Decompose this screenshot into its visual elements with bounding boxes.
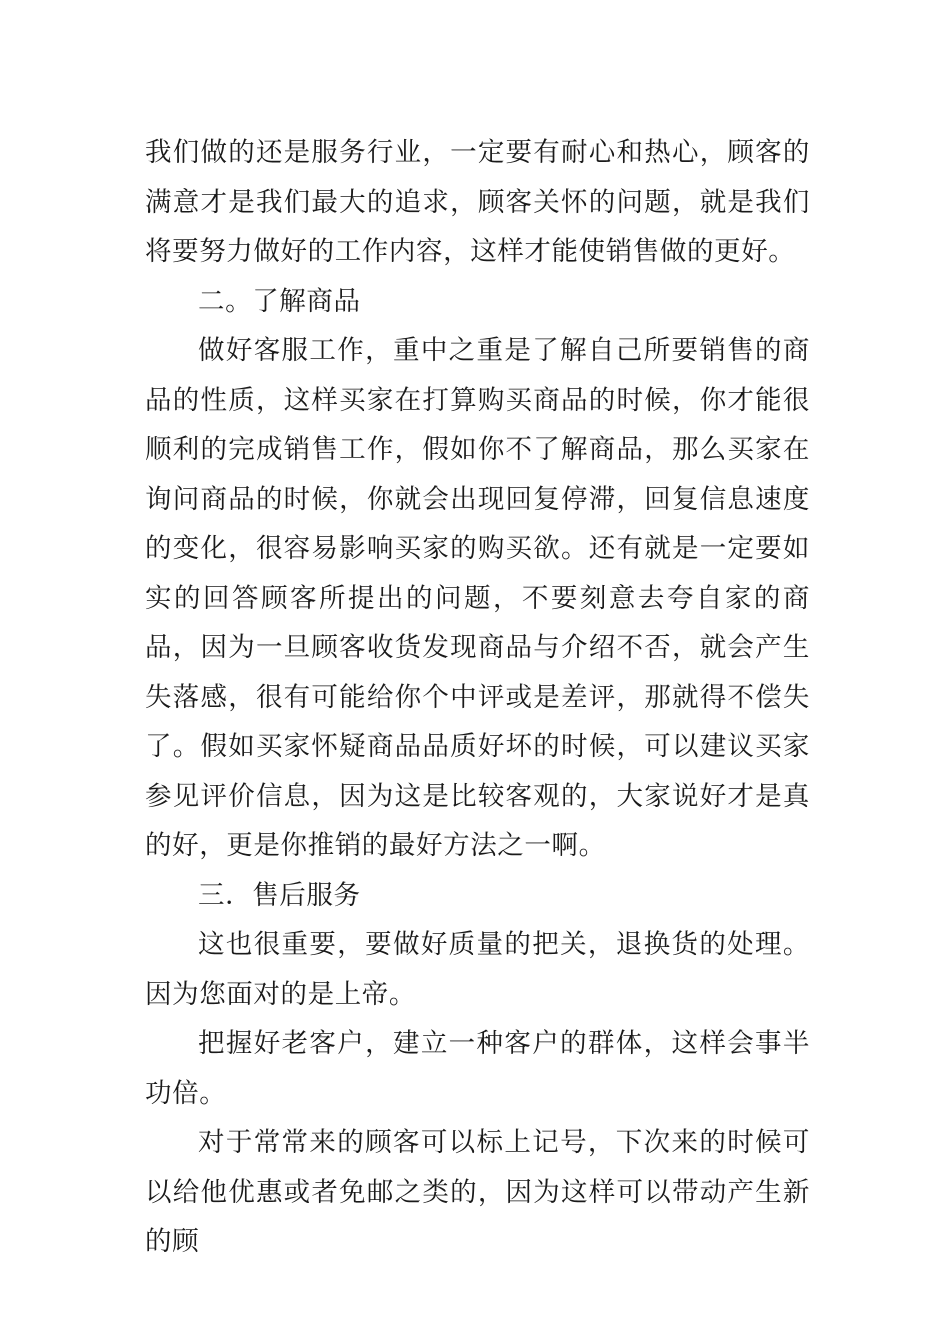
section-heading-understand-products: 二。了解商品 [198,285,361,317]
paragraph-frequent-customers: 对于常常来的顾客可以标上记号，下次来的时候可以给他优惠或者免邮之类的，因为这样可以带动产生新的顾 [145,1127,810,1257]
paragraph-continuation: 我们做的还是服务行业，一定要有耐心和热心，顾客的满意才是我们最大的追求，顾客关怀的问题，就是我们将要努力做好的工作内容，这样才能使销售做的更好。 [145,137,810,267]
paragraph-quality-returns: 这也很重要，要做好质量的把关，退换货的处理。因为您面对的是上帝。 [145,929,810,1010]
paragraph-understand-products: 做好客服工作，重中之重是了解自己所要销售的商品的性质，这样买家在打算购买商品的时候，你才能很顺利的完成销售工作，假如你不了解商品，那么买家在询问商品的时候，你就会出现回复停滞，回复信息速度的变化，很容易影响买家的购买欲。还有就是一定要如实的回答顾客所提出的问题，不要刻意去夸自家的商品，因为一旦顾客收货发现商品与介绍不否，就会产生失落感，很有可能给你个中评或是差评，那就得不偿失了。假如买家怀疑商品品质好坏的时候，可以建议买家参见评价信息，因为这是比较客观的，大家说好才是真的好，更是你推销的最好方法之一啊。 [145,335,810,861]
paragraph-old-customers: 把握好老客户，建立一种客户的群体，这样会事半功倍。 [145,1028,810,1109]
document-body [145,128,810,1267]
section-heading-after-sales: 三．售后服务 [198,879,361,911]
